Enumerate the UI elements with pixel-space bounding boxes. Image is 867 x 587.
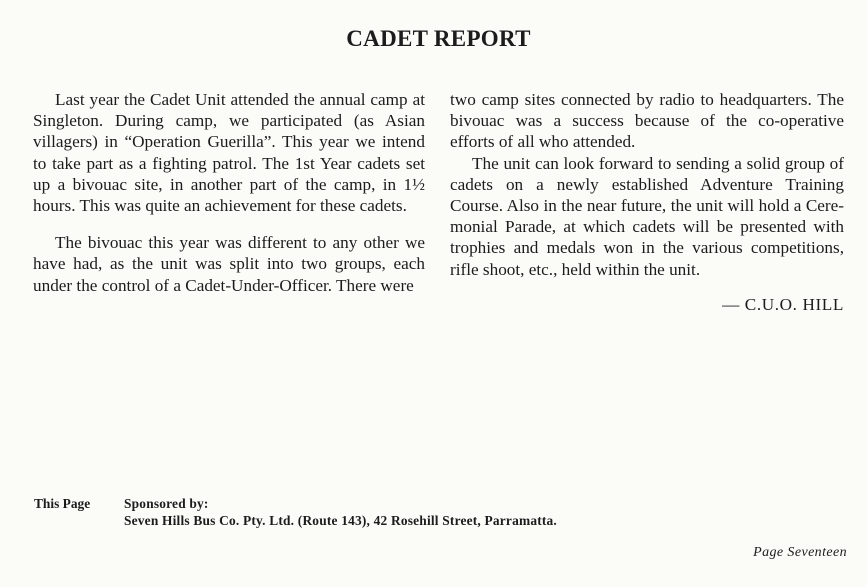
- sponsor-name-row: [34, 512, 557, 529]
- author-signature: — C.U.O. HILL: [722, 294, 844, 314]
- article-paragraph: The unit can look forward to sending a solid group of cadets on a newly established Adventure Training Course. Also in the near future, the unit will hold a Ceremonial Parade, at which cadets will be presented with trophies and medals won in the various competitions, rifle shoot, etc., held within the unit.: [450, 153, 844, 279]
- sponsor-label-spacer: [34, 512, 124, 529]
- page-number: Page Seventeen: [753, 545, 847, 560]
- sponsor-block: [34, 495, 557, 529]
- sponsor-heading-row: [34, 495, 557, 512]
- article-paragraph-continued: two camp sites connected by radio to headquarters. The bivouac was a success because of the co-operative efforts of all who attended.: [450, 90, 844, 152]
- sponsor-heading: Sponsored by:: [124, 496, 209, 511]
- article-paragraph: Last year the Cadet Unit attended the annual camp at Singleton. During camp, we participated (as Asian villagers) in “Operation Guerilla”. This year we intend to take part as a fighting patrol. The 1st Year cadets set up a bivouac site, in another part of the camp, in 1½ hours. This was quite an achievement for these cadets.: [33, 90, 425, 216]
- page-title: CADET REPORT: [346, 26, 531, 51]
- article-right-column: [450, 89, 844, 315]
- sponsor-label: This Page: [34, 496, 91, 511]
- article-paragraph: The bivouac this year was different to any other we have had, as the unit was split into two groups, each under the control of a Cadet-Under-Officer. There were: [33, 233, 425, 295]
- sponsor-name: Seven Hills Bus Co. Pty. Ltd. (Route 143), 42 Rosehill Street, Parramatta.: [124, 513, 557, 528]
- article-left-column: [33, 89, 425, 296]
